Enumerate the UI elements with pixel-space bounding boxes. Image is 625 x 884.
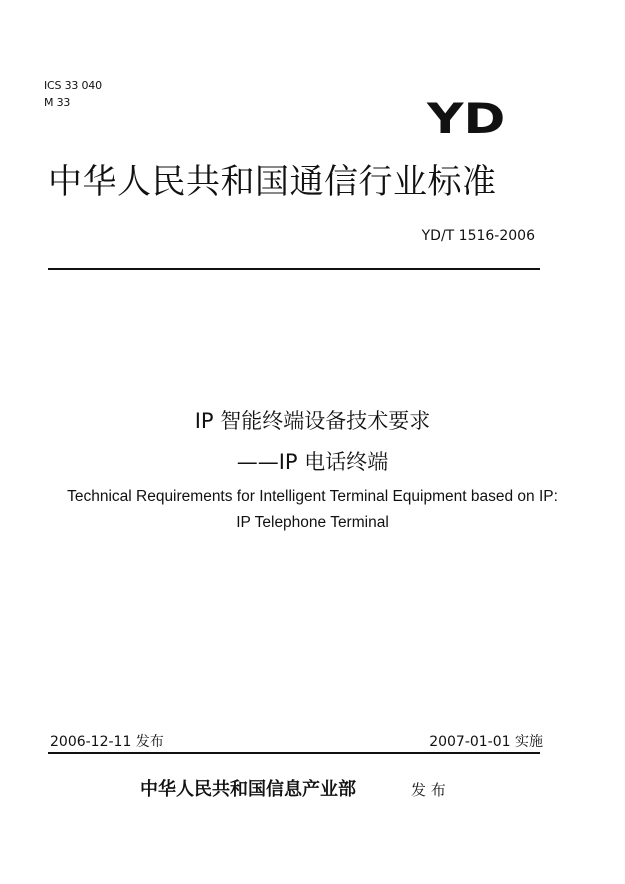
- issue-label: 发 布: [411, 781, 446, 799]
- issuing-authority: 中华人民共和国信息产业部: [140, 779, 356, 800]
- document-title-cn: IP 智能终端设备技术要求: [194, 409, 431, 433]
- issue-date: 2006-12-11 发布: [50, 734, 164, 750]
- footer-divider: [48, 752, 540, 754]
- implementation-date: 2007-01-01 实施: [429, 734, 543, 750]
- category-code: M 33: [44, 96, 71, 109]
- standard-type-title: 中华人民共和国通信行业标准: [48, 162, 497, 202]
- header-divider: [48, 268, 540, 270]
- document-subtitle-cn: ——IP 电话终端: [236, 450, 389, 474]
- standard-number: YD/T 1516-2006: [421, 228, 535, 244]
- document-title-en-line1: Technical Requirements for Intelligent Terminal Equipment based on IP:: [67, 488, 558, 505]
- yd-logo: YD: [426, 94, 505, 143]
- document-title-en-line2: IP Telephone Terminal: [236, 514, 389, 531]
- ics-code: ICS 33 040: [44, 79, 102, 92]
